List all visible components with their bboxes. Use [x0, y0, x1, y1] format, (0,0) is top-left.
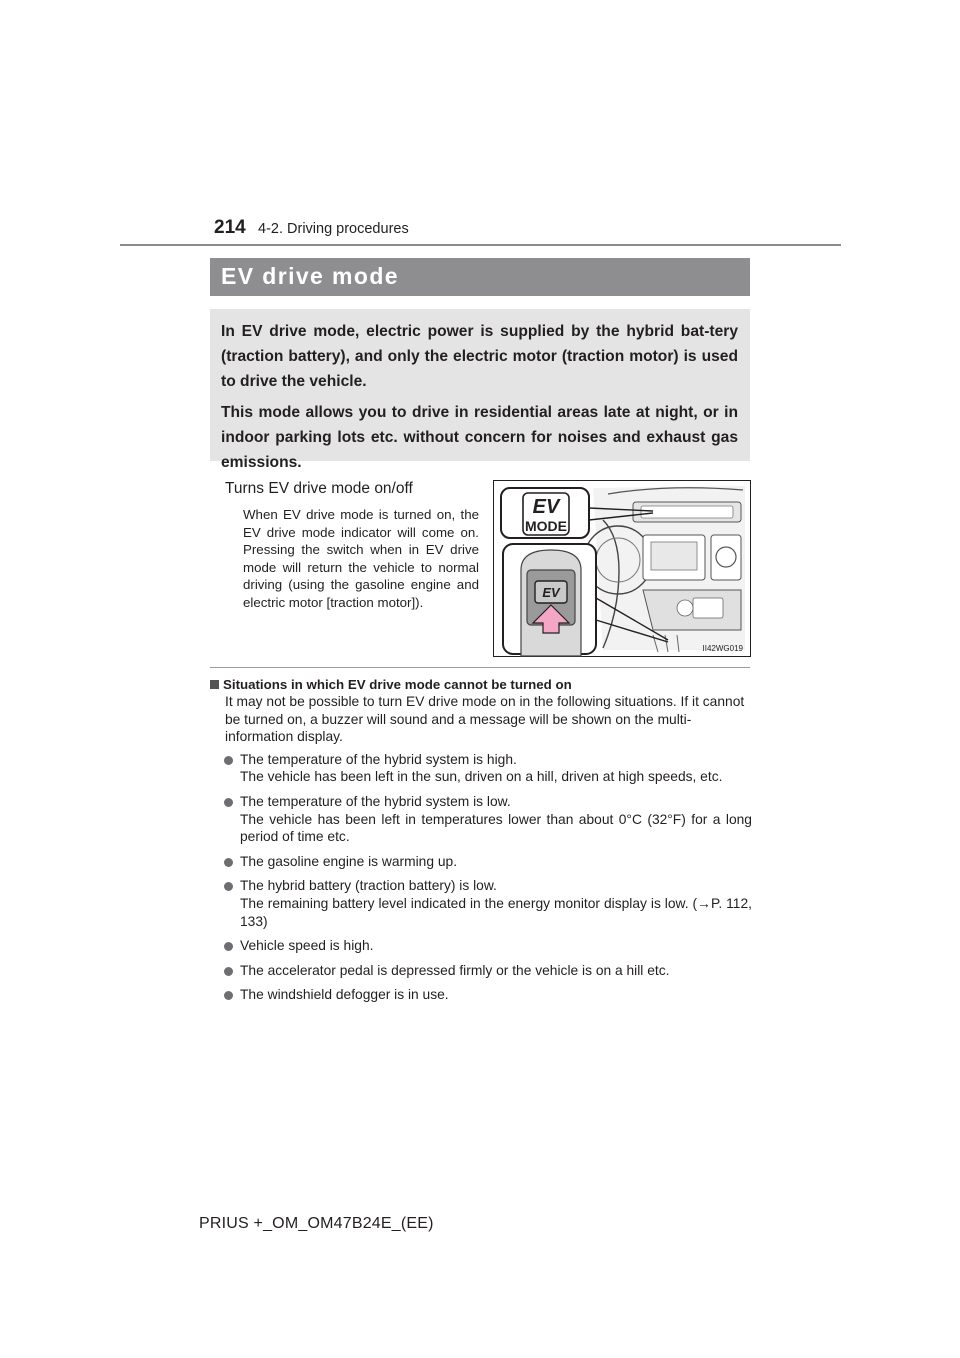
ev-badge-top-text: EV [532, 496, 560, 518]
ev-switch-figure [493, 480, 751, 657]
list-item-detail: The vehicle has been left in the sun, driven on a hill, driven at high speeds, etc. [240, 769, 723, 785]
page-number: 214 [214, 217, 246, 238]
situations-intro: It may not be possible to turn EV drive mode on in the following situations. If it cannot be turned on, a buzzer will sound and a message will be shown on the multi-information display. [225, 694, 745, 745]
list-item-main: The windshield defogger is in use. [240, 987, 449, 1003]
situations-section [210, 676, 752, 1011]
intro-paragraph-2: This mode allows you to drive in residential areas late at night, or in indoor parking lots etc. without concern for noises and exhaust gas emissions. [221, 404, 738, 471]
list-item-detail: The vehicle has been left in temperatures lower than about 0°C (32°F) for a long period of time etc. [240, 811, 752, 845]
intro-box [210, 309, 750, 471]
bullet-dot-icon [224, 942, 233, 951]
list-item [210, 751, 752, 786]
situations-list [210, 751, 752, 1004]
list-item [210, 877, 752, 930]
list-item [210, 937, 752, 955]
list-item [210, 793, 752, 846]
list-item [210, 962, 752, 980]
callout-title: Turns EV drive mode on/off [225, 480, 413, 497]
list-item [210, 853, 752, 871]
section-label: 4-2. Driving procedures [258, 221, 409, 237]
document-footer: PRIUS +_OM_OM47B24E_(EE) [199, 1215, 434, 1232]
list-item-main: The temperature of the hybrid system is high. [240, 751, 517, 767]
section-divider [210, 667, 750, 668]
callout-description: When EV drive mode is turned on, the EV drive mode indicator will come on. Pressing the switch when in EV drive mode will return the vehicle to normal driving (using the gasoline engine and electric motor [traction motor]). [243, 507, 479, 610]
ev-switch-text: EV [542, 585, 560, 600]
dashboard-illustration [493, 480, 751, 657]
list-item-main: The accelerator pedal is depressed firmly or the vehicle is on a hill etc. [240, 962, 670, 978]
bullet-dot-icon [224, 882, 233, 891]
list-item-main: The gasoline engine is warming up. [240, 853, 458, 869]
square-bullet-icon [210, 680, 219, 689]
bullet-dot-icon [224, 858, 233, 867]
intro-paragraph-1: In EV drive mode, electric power is supplied by the hybrid bat-tery (traction battery), and only the electric motor (traction motor) is used to drive the vehicle. [221, 323, 738, 390]
page-title: EV drive mode [210, 258, 750, 296]
list-item-main: Vehicle speed is high. [240, 938, 374, 954]
list-item [210, 986, 752, 1004]
situations-heading [210, 676, 752, 693]
bullet-dot-icon [224, 756, 233, 765]
list-item-detail: The remaining battery level indicated in the energy monitor display is low. (→P. 112, 133) [240, 895, 752, 929]
situations-heading-text: Situations in which EV drive mode cannot be turned on [223, 677, 572, 692]
figure-code: II42WG019 [702, 644, 743, 653]
list-item-main: The temperature of the hybrid system is low. [240, 793, 511, 809]
bullet-dot-icon [224, 991, 233, 1000]
ev-badge-bottom-text: MODE [525, 518, 567, 534]
bullet-dot-icon [224, 798, 233, 807]
header-divider [120, 244, 841, 246]
bullet-dot-icon [224, 967, 233, 976]
list-item-main: The hybrid battery (traction battery) is low. [240, 878, 497, 894]
